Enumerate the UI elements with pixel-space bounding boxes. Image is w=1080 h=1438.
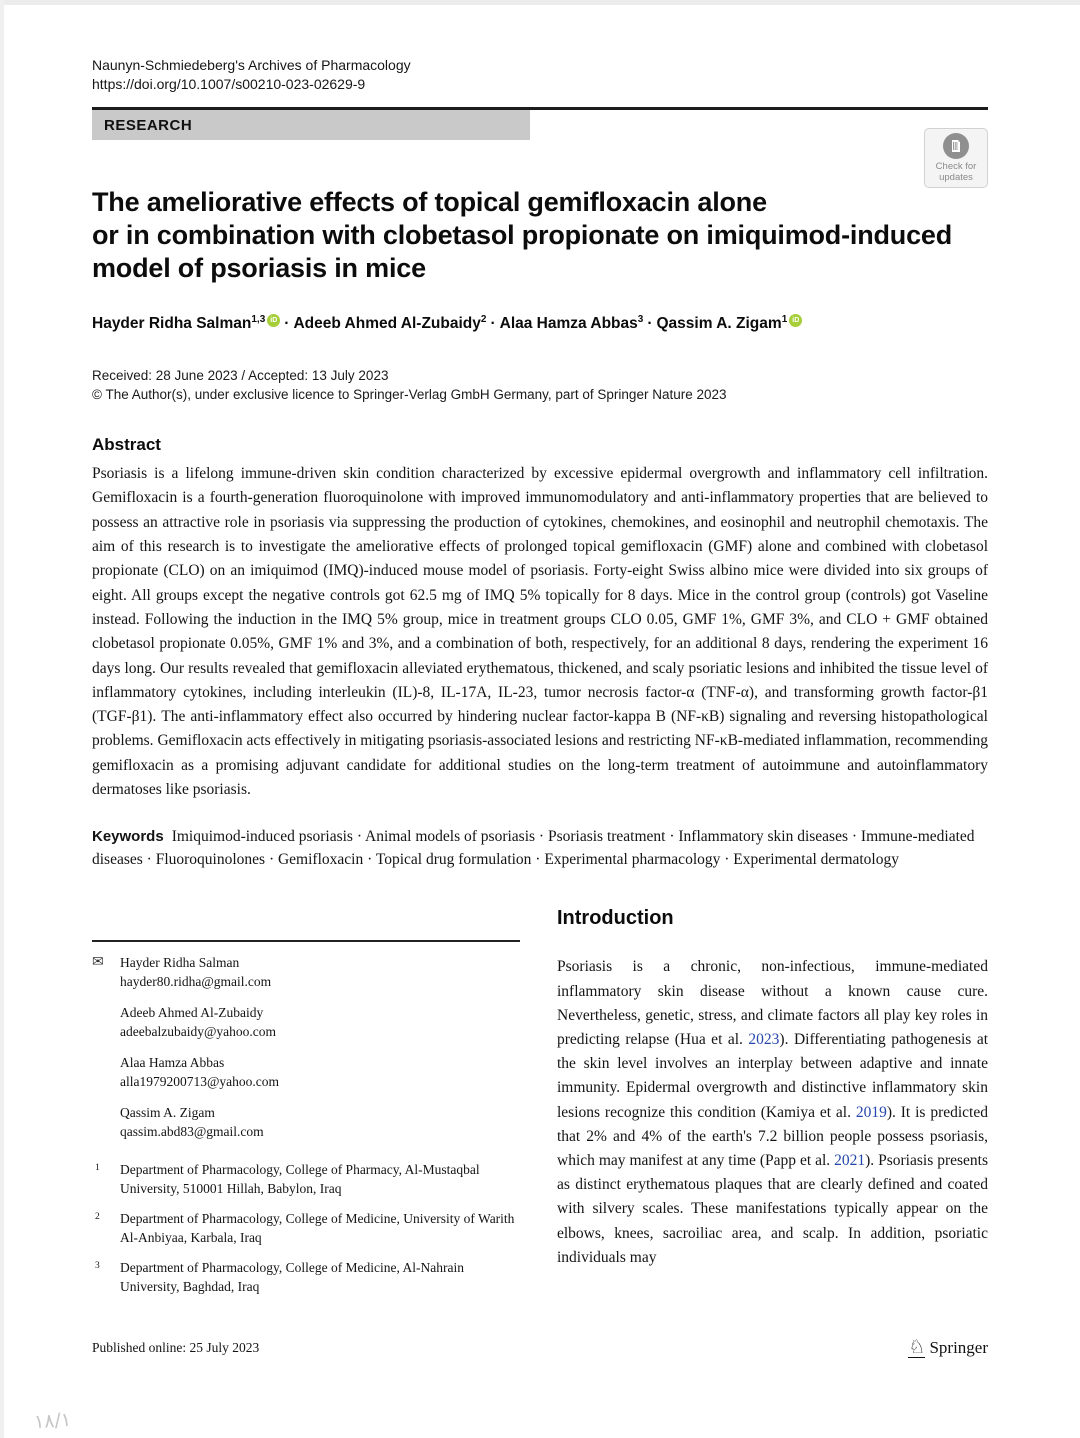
- author-list: [92, 314, 988, 333]
- introduction-heading: Introduction: [557, 907, 674, 930]
- author-name: Adeeb Ahmed Al-Zubaidy: [293, 315, 481, 333]
- springer-knight-icon: ♘: [908, 1336, 926, 1358]
- keywords-block: [92, 825, 988, 871]
- envelope-icon: ✉: [92, 955, 104, 971]
- citation-link[interactable]: 2019: [855, 1103, 887, 1121]
- affiliation-text: Department of Pharmacology, College of Medicine, Al-Nahrain University, Baghdad, Iraq: [120, 1260, 465, 1294]
- page-footer: [92, 1338, 988, 1358]
- journal-name: Naunyn-Schmiedeberg's Archives of Pharmacology: [92, 57, 411, 73]
- check-updates-label: Check for updates: [935, 161, 977, 183]
- introduction-paragraph: [557, 955, 988, 1270]
- author-contact: [92, 1104, 520, 1141]
- left-column: [92, 907, 520, 1308]
- doi-link[interactable]: https://doi.org/10.1007/s00210-023-02629-9: [92, 76, 366, 92]
- orcid-icon[interactable]: iD: [267, 314, 280, 327]
- author-affil-sup: 1: [781, 314, 788, 325]
- title-line-1: The ameliorative effects of topical gemifloxacin alone: [92, 187, 767, 217]
- citation-link[interactable]: 2021: [834, 1151, 866, 1169]
- keywords-heading: Keywords: [92, 828, 164, 846]
- author-name: Hayder Ridha Salman: [92, 315, 252, 333]
- author-separator: ·: [284, 315, 290, 333]
- right-column: [557, 907, 988, 1308]
- contact-rule: [92, 940, 520, 942]
- author-name: Qassim A. Zigam: [656, 315, 782, 333]
- contact-name: Qassim A. Zigam: [120, 1105, 215, 1121]
- orcid-icon[interactable]: iD: [789, 314, 802, 327]
- affiliation-item: [92, 1161, 520, 1198]
- affiliation-text: Department of Pharmacology, College of Pharmacy, Al-Mustaqbal University, 510001 Hillah, Babylon, Iraq: [120, 1162, 480, 1196]
- handwritten-page-mark: ١٨/١: [33, 1408, 72, 1434]
- intro-text-segment: ). It is predicted that 2% and 4% of the earth's 7.2 billion people possess psoriasis, which may manifest at any time (Papp et al.: [557, 1103, 988, 1169]
- author-separator: ·: [647, 315, 653, 333]
- published-online-date: Published online: 25 July 2023: [92, 1340, 260, 1356]
- author-affil-sup: 1,3: [251, 314, 266, 325]
- abstract-text: Psoriasis is a lifelong immune-driven skin condition characterized by excessive epidermal overgrowth and inflammatory cell infiltration. Gemifloxacin is a fourth-generation fluoroquinolone with improved immunomodulatory and anti-inflammatory properties that are believed to possess an attractive role in psoriasis via suppressing the production of cytokines, chemokines, and eosinophil and neutrophil chemotaxis. The aim of this research is to investigate the ameliorative effects of prolonged topical gemifloxacin (GMF) alone and combined with clobetasol propionate (CLO) on an imiquimod (IMQ)-induced mouse model of psoriasis. Forty-eight Swiss albino mice were divided into six groups of eight. All groups except the negative controls got 62.5 mg of IMQ 5% topically for 8 days. Mice in the control group (controls) got Vaseline instead. Following the induction in the IMQ 5% group, mice in treatment groups CLO 0.05, GMF 1%, GMF 3%, and CLO + GMF obtained clobetasol propionate 0.05%, GMF 1% and 3%, and a combination of both, respectively, for an additional 8 days, rendering the experiment 16 days long. Our results revealed that gemifloxacin alleviated erythematous, thickened, and scaly psoriatic lesions and inhibited the tissue level of inflammatory cytokines, including interleukin (IL)-8, IL-17A, IL-23, tumor necrosis factor-α (TNF-α), and transforming growth factor-β1 (TGF-β1). The anti-inflammatory effect also occurred by hindering nuclear factor-kappa B (NF-κB) signaling and reversing histopathological problems. Gemifloxacin acts effectively in mitigating psoriasis-associated lesions and restricting NF-κB-mediated inflammation, recommending gemifloxacin as a promising adjuvant candidate for additional studies on the long-term treatment of autoimmune and autoinflammatory dermatoses like psoriasis.: [92, 465, 988, 799]
- contact-email[interactable]: qassim.abd83@gmail.com: [120, 1123, 264, 1139]
- two-column-section: [92, 907, 988, 1308]
- springer-logo: [908, 1338, 988, 1358]
- affiliation-number: 3: [95, 1261, 100, 1272]
- contact-name: Adeeb Ahmed Al-Zubaidy: [120, 1005, 264, 1021]
- affiliations-block: [92, 1161, 520, 1296]
- contact-email[interactable]: alla1979200713@yahoo.com: [120, 1073, 280, 1089]
- intro-text-segment: ). Differentiating pathogenesis at the skin level involves an interplay between adaptive and innate immunity. Epidermal overgrowth and distinctive inflammatory skin lesions recognize this condition (Kamiya et al.: [557, 1030, 989, 1121]
- title-line-2: or in combination with clobetasol propionate on imiquimod-induced: [92, 220, 952, 250]
- contact-block: [92, 954, 520, 1141]
- contact-name: Hayder Ridha Salman: [120, 955, 240, 971]
- intro-text-segment: ). Psoriasis presents as distinct erythematous plaques that are clearly defined and coated with silvery scales. These manifestations typically appear on the elbows, knees, sacroiliac area, and scalp. In addition, psoriatic individuals may: [557, 1151, 988, 1266]
- author-separator: ·: [490, 315, 496, 333]
- affiliation-number: 2: [95, 1212, 100, 1223]
- intro-text-segment: Psoriasis is a chronic, non-infectious, immune-mediated inflammatory skin disease without a known cause cure. Nevertheless, genetic, stress, and climate factors all play key roles in predicting relapse (Hua et al.: [557, 958, 988, 1048]
- author-affil-sup: 2: [480, 314, 487, 325]
- contact-email[interactable]: adeebalzubaidy@yahoo.com: [120, 1023, 276, 1039]
- corresponding-author-contact: [92, 954, 520, 991]
- citation-link[interactable]: 2023: [748, 1030, 780, 1048]
- received-accepted-line: Received: 28 June 2023 / Accepted: 13 July 2023: [92, 368, 389, 384]
- affiliation-number: 1: [95, 1163, 100, 1174]
- author-name: Alaa Hamza Abbas: [499, 315, 638, 333]
- affiliation-text: Department of Pharmacology, College of Medicine, University of Warith Al-Anbiyaa, Karbala, Iraq: [120, 1211, 515, 1245]
- springer-logo-text: Springer: [929, 1338, 988, 1358]
- keywords-text: Imiquimod-induced psoriasis · Animal models of psoriasis · Psoriasis treatment · Inflammatory skin diseases · Immune-mediated diseases · Fluoroquinolones · Gemifloxacin · Topical drug formulation · Experimental pharmacology · Experimental dermatology: [92, 828, 975, 869]
- dates-block: [92, 366, 988, 404]
- author-contact: [92, 1054, 520, 1091]
- affiliation-item: [92, 1210, 520, 1247]
- abstract-heading: Abstract: [92, 435, 161, 455]
- title-line-3: model of psoriasis in mice: [92, 253, 426, 283]
- check-updates-icon: [943, 133, 969, 159]
- article-type-badge: RESEARCH: [92, 110, 530, 140]
- page-title: [92, 186, 988, 285]
- contact-name: Alaa Hamza Abbas: [120, 1055, 225, 1071]
- copyright-line: © The Author(s), under exclusive licence to Springer-Verlag GmbH Germany, part of Springer Nature 2023: [92, 387, 727, 403]
- contact-email[interactable]: hayder80.ridha@gmail.com: [120, 973, 272, 989]
- author-affil-sup: 3: [637, 314, 644, 325]
- author-contact: [92, 1004, 520, 1041]
- check-for-updates-button[interactable]: [924, 128, 988, 188]
- affiliation-item: [92, 1259, 520, 1296]
